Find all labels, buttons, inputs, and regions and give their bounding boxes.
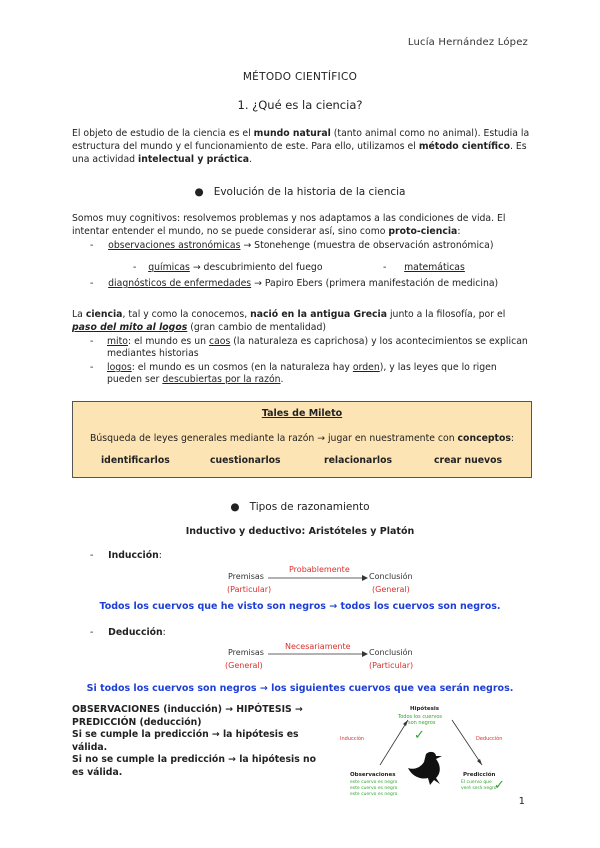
induccion-arrow-label: Probablemente [289, 565, 350, 574]
deduccion-conclusion: Conclusión [369, 648, 413, 657]
diagram-br-sub: El cuervo que [461, 780, 492, 785]
deduccion-arrow-icon [268, 650, 368, 658]
list-item-mito: - mito: el mundo es un caos (la naturaleza es caprichosa) y los acontecimientos se explican mediantes historias [90, 336, 528, 359]
box-word: relacionarlos [324, 455, 393, 466]
check-icon: ✓ [414, 728, 425, 743]
method-summary: OBSERVACIONES (inducción) → HIPÓTESIS → PREDICCIÓN (deducción) Si se cumple la predicción → la hipótesis es válida. Si no se cumple la predicción → la hipótesis no es válida. [72, 704, 316, 778]
box-word: crear nuevos [434, 455, 503, 466]
deduccion-example: Si todos los cuervos son negros → los siguientes cuervos que vea serán negros. [86, 683, 514, 694]
deduccion-conclusion-type: (Particular) [369, 661, 414, 670]
deduccion-premise-type: (General) [225, 661, 263, 670]
list-item: - diagnósticos de enfermedades → Papiro Ebers (primera manifestación de medicina) [90, 278, 499, 289]
induccion-conclusion-type: (General) [372, 585, 410, 594]
deduccion-premise: Premisas [228, 648, 264, 657]
list-item: - químicas → descubrimiento del fuego [133, 262, 323, 273]
diagram-left-edge: Inducción [340, 736, 365, 742]
bullet-heading-evolution: ● Evolución de la historia de la ciencia [194, 186, 406, 198]
induccion-example: Todos los cuervos que he visto son negros → todos los cuervos son negros. [99, 601, 501, 612]
diagram-bl-sub: este cuervo es negro [350, 786, 398, 791]
induccion-arrow-icon [268, 574, 368, 582]
evolution-paragraph: Somos muy cognitivos: resolvemos problemas y nos adaptamos a las condiciones de vida. El intentar entender el mundo, no se puede considerar así, sino como proto-ciencia: [72, 213, 506, 237]
method-diagram [330, 700, 530, 805]
document-title: MÉTODO CIENTÍFICO [242, 71, 358, 83]
box-description: Búsqueda de leyes generales mediante la razón → jugar en nuestramente con conceptos: [89, 433, 515, 444]
induccion-premise-type: (Particular) [227, 585, 272, 594]
bullet-icon: ● [194, 186, 204, 198]
induccion-label: - Inducción: [90, 550, 162, 561]
induccion-conclusion: Conclusión [369, 572, 413, 581]
induccion-premise: Premisas [228, 572, 264, 581]
diagram-bottom-left: Observaciones [350, 772, 396, 778]
page-number: 1 [518, 796, 525, 807]
deduccion-label: - Deducción: [90, 627, 166, 638]
diagram-bl-sub: este cuervo es negro [350, 792, 398, 797]
check-icon: ✓ [494, 778, 505, 793]
box-title: Tales de Mileto [261, 408, 343, 419]
greece-paragraph: La ciencia, tal y como la conocemos, nació en la antigua Grecia junto a la filosofía, por el paso del mito al logos (gran cambio de mentalidad) [72, 309, 506, 333]
box-word: identificarlos [101, 455, 170, 466]
list-item: - matemáticas [383, 262, 465, 273]
tales-box [72, 401, 532, 478]
deduccion-arrow-label: Necesariamente [285, 642, 351, 651]
bullet-heading-reasoning: ● Tipos de razonamiento [230, 501, 370, 513]
diagram-bottom-right: Predicción [463, 772, 496, 778]
section-heading: 1. ¿Qué es la ciencia? [237, 98, 363, 112]
box-word: cuestionarlos [210, 455, 281, 466]
diagram-top-sub: Todos los cuervos [398, 714, 443, 720]
intro-paragraph: El objeto de estudio de la ciencia es el mundo natural (tanto animal como no animal). Estudia la estructura del mundo y el funcionamiento de este. Para ello, utilizamos el método científico. Es una actividad intelectual y práctica. [72, 128, 530, 165]
diagram-right-edge: Deducción [476, 736, 503, 742]
author-name: Lucía Hernández López [407, 37, 528, 48]
crow-icon [408, 752, 442, 785]
diagram-top-sub: son negros [408, 720, 436, 726]
diagram-bl-sub: este cuervo es negro [350, 780, 398, 785]
reasoning-subtitle: Inductivo y deductivo: Aristóteles y Platón [185, 526, 415, 537]
bullet-icon: ● [230, 501, 240, 513]
list-item: - observaciones astronómicas → Stonehenge (muestra de observación astronómica) [90, 240, 494, 251]
diagram-top-label: Hipótesis [410, 706, 439, 712]
list-item-logos: - logos: el mundo es un cosmos (en la naturaleza hay orden), y las leyes que lo rigen pueden ser descubiertas por la razón. [90, 362, 497, 385]
diagram-br-sub: veré será negro [461, 786, 497, 791]
